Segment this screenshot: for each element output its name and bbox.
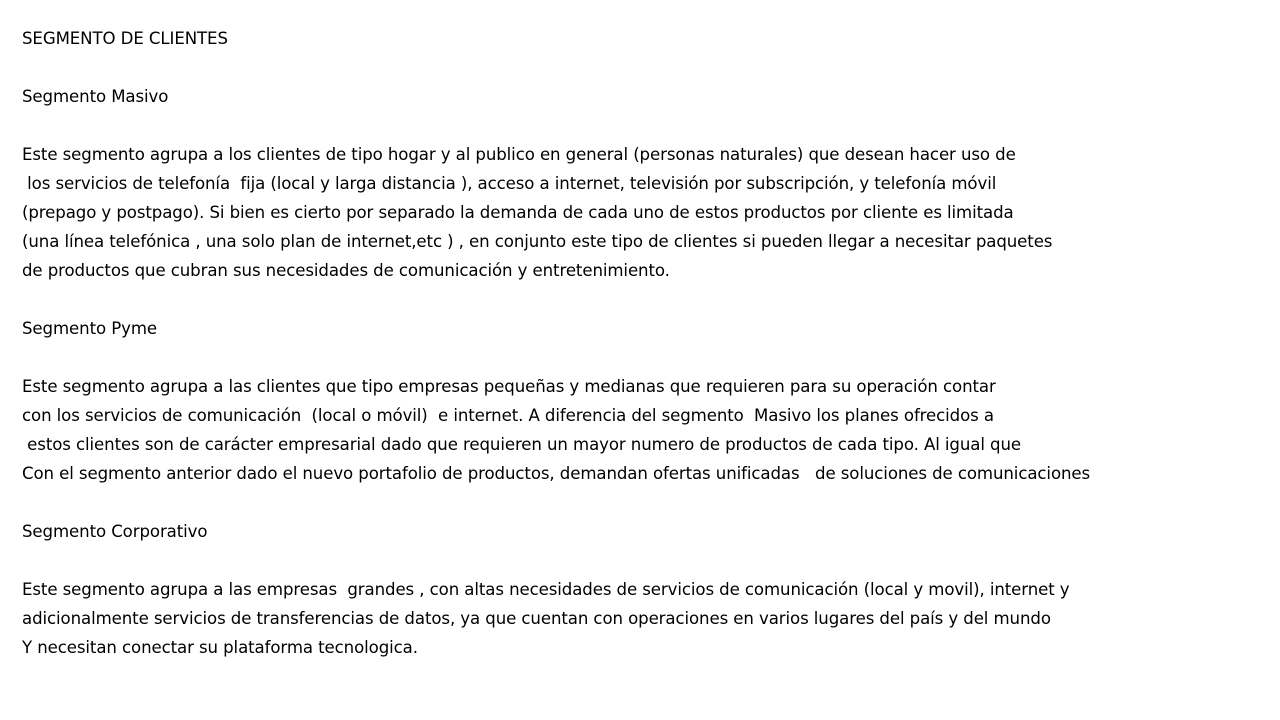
blank-line — [22, 111, 1280, 140]
document-title: SEGMENTO DE CLIENTES — [22, 29, 228, 48]
paragraph-line: Este segmento agrupa a las empresas grandes , con altas necesidades de servicios de comunicación (local y movil), internet y — [22, 580, 1070, 599]
paragraph-line: adicionalmente servicios de transferencias de datos, ya que cuentan con operaciones en varios lugares del país y del mundo — [22, 609, 1051, 628]
section-heading-masivo: Segmento Masivo — [22, 87, 169, 106]
paragraph-line: Este segmento agrupa a los clientes de tipo hogar y al publico en general (personas naturales) que desean hacer uso de — [22, 145, 1016, 164]
paragraph-line: Con el segmento anterior dado el nuevo portafolio de productos, demandan ofertas unificadas de soluciones de comunicaciones — [22, 464, 1091, 483]
blank-line — [22, 285, 1280, 314]
text-body — [22, 24, 1280, 662]
section-heading-corporativo: Segmento Corporativo — [22, 522, 208, 541]
blank-line — [22, 343, 1280, 372]
blank-line — [22, 488, 1280, 517]
paragraph-line: los servicios de telefonía fija (local y larga distancia ), acceso a internet, televisión por subscripción, y telefonía móvil — [22, 174, 997, 193]
paragraph-line: Este segmento agrupa a las clientes que tipo empresas pequeñas y medianas que requieren para su operación contar — [22, 377, 996, 396]
paragraph-line: Y necesitan conectar su plataforma tecnologica. — [22, 638, 418, 657]
paragraph-line: (una línea telefónica , una solo plan de internet,etc ) , en conjunto este tipo de clientes si pueden llegar a necesitar paquetes — [22, 232, 1053, 251]
blank-line — [22, 53, 1280, 82]
paragraph-line: con los servicios de comunicación (local o móvil) e internet. A diferencia del segmento Masivo los planes ofrecidos a — [22, 406, 994, 425]
blank-line — [22, 546, 1280, 575]
paragraph-line: estos clientes son de carácter empresarial dado que requieren un mayor numero de productos de cada tipo. Al igual que — [22, 435, 1021, 454]
paragraph-line: (prepago y postpago). Si bien es cierto por separado la demanda de cada uno de estos productos por cliente es limitada — [22, 203, 1014, 222]
paragraph-line: de productos que cubran sus necesidades de comunicación y entretenimiento. — [22, 261, 670, 280]
section-heading-pyme: Segmento Pyme — [22, 319, 157, 338]
